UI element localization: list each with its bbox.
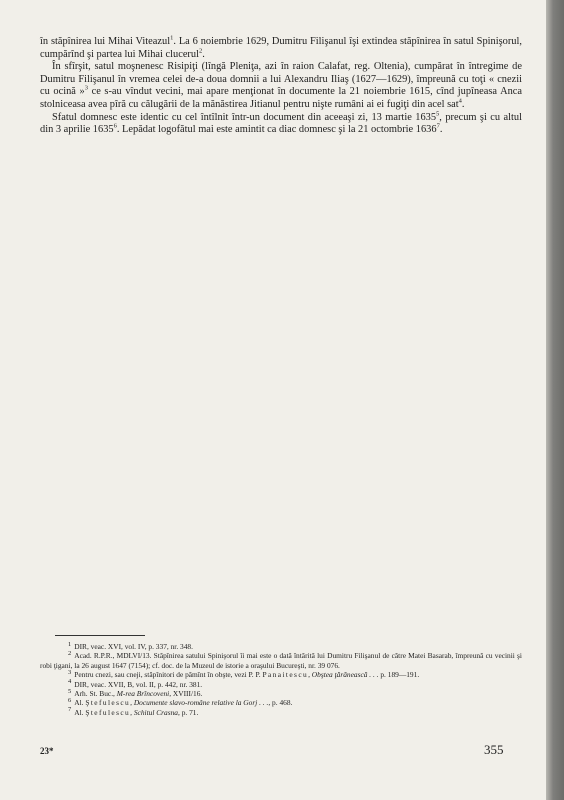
text-segment: . [439, 124, 443, 136]
footnote-text: Acad. R.P.R., MDLVI/13. Stăpînirea satului Spinişorul îi mai este o dată întărită lui Dumitru Filişanul de către Matei Basarab, împreună cu vecinii şi robi ţigani, la 26 august 1647 (7154); cf. doc. de la Muzeul de istorie a oraşului Bucureşti, nr. 39 076. [40, 651, 522, 670]
text-segment: În sfîrşit, satul moşnenesc Risipiţi (lîngă Pleniţa, azi în raion Calafat, reg. Oltenia), cumpărat în întregime de Dumitru Filişanul în vremea celei de-a doua domnii a lui Alexandru Iliaş (1627—1629), împreună cu toţi « cnezii cu ocină » [40, 61, 522, 98]
footnote-reference[interactable]: 4 [458, 97, 462, 105]
author-name: Ştefulescu [85, 698, 131, 708]
footnote-reference[interactable]: 3 [84, 84, 88, 92]
footnote-text: DIR, veac. XVI, vol. IV, p. 337, nr. 348. [74, 642, 193, 651]
footnote-reference[interactable]: 2 [198, 47, 203, 55]
footnote-text: DIR, veac. XVII, B, vol. II, p. 442, nr. 381. [74, 679, 203, 689]
work-title: M-rea Brîncoveni [116, 689, 170, 699]
text-segment: Sfatul domnesc este identic cu cel întîlnit într-un document din aceeaşi zi, 13 martie 1635 [52, 111, 437, 123]
paragraph [40, 36, 522, 61]
footnote: $^6$ Al. Ştefulescu, Documente slavo-române relative la Gorj . . ., p. 468. [68, 696, 293, 708]
footnote-text: , [308, 670, 312, 680]
footnote-reference[interactable]: 5 [436, 110, 440, 118]
main-text [40, 36, 522, 137]
text-segment: . La 6 noiembrie 1629, Dumitru Filişanul îşi extindea stăpînirea în satul Spinişorul, cumpărînd şi partea lui Mihai clucerul [40, 36, 522, 60]
paragraph [40, 61, 522, 111]
footnote: $^5$ Arh. St. Buc., M-rea Brîncoveni, XVIII/16. [68, 687, 203, 699]
work-title: Obştea ţărănească . . . [311, 670, 379, 680]
footnote-text: Al. [74, 707, 86, 717]
footnote-text: p. 189—191. [378, 670, 420, 680]
page-number: 355 [484, 742, 504, 757]
footnote-reference[interactable]: 7 [436, 122, 440, 130]
footnote-separator [55, 635, 145, 636]
text-segment: . Lepădat logofătul mai este amintit ca diac domnesc şi la 21 octombrie 1636 [116, 124, 437, 136]
footnote-text: Arh. St. Buc., [74, 689, 117, 699]
footnote: $^7$ Al. Ştefulescu, Schitul Crasna, p. 71. [68, 706, 199, 717]
author-name: Panaitescu [262, 670, 309, 680]
footnote-text: , [130, 707, 134, 717]
footnote: $^2$ Acad. R.P.R., MDLVI/13. Stăpînirea satului Spinişorul îi mai este o dată întărită lui Dumitru Filişanul de către Matei Basarab, împreună cu vecinii şi robi ţigani, la 26 august 1647 (7154); cf. doc. de la Muzeul de istorie a oraşului Bucureşti, nr. 39 076. [40, 649, 522, 670]
footnote: $^4$ DIR, veac. XVII, B, vol. II, p. 442, nr. 381. [68, 678, 203, 689]
text-segment: . [461, 98, 465, 110]
footnote-text: Al. [74, 698, 86, 708]
footnote-reference[interactable]: 1 [170, 34, 174, 42]
footnote: $^1$ DIR, veac. XVI, vol. IV, p. 337, nr. 348. [68, 640, 193, 651]
author-name: Ştefulescu [85, 707, 131, 717]
footnote: $^3$ Pentru cnezi, sau cneji, stăpînitori de pămînt în obşte, vezi P. P. Panaitescu, Obştea ţărănească . . . p. 189—191. [68, 668, 420, 680]
work-title: Documente slavo-române relative la Gorj . . . [133, 698, 269, 708]
text-segment: . [202, 48, 205, 60]
printer-signature: 23* [40, 746, 54, 756]
footnote-text: , [130, 698, 134, 708]
paragraph [40, 112, 522, 137]
footnote-text: , XVIII/16. [169, 689, 203, 699]
footnote-text: Pentru cnezi, sau cneji, stăpînitori de pămînt în obşte, vezi P. P. [74, 670, 263, 680]
text-segment: ce s-au vîndut vecini, mai apare menţionat în documente la 21 noiembrie 1615, cînd jupîneasa Anca stolniceasa avea pîră cu călugării de la mănăstirea Jitianul pentru nişte rumâni ai ei fugiţi din acel sat [40, 86, 522, 110]
text-segment: în stăpînirea lui Mihai Viteazul [40, 36, 171, 47]
work-title: Schitul Crasna [133, 707, 178, 717]
footnote-text: , p. 468. [268, 698, 293, 708]
footnote-reference[interactable]: 6 [113, 122, 117, 130]
footnotes [40, 642, 522, 717]
footnote-text: , p. 71. [178, 707, 199, 717]
text-segment: , precum şi cu altul din 3 aprilie 1635 [40, 111, 522, 136]
book-spine-shadow [546, 0, 564, 800]
